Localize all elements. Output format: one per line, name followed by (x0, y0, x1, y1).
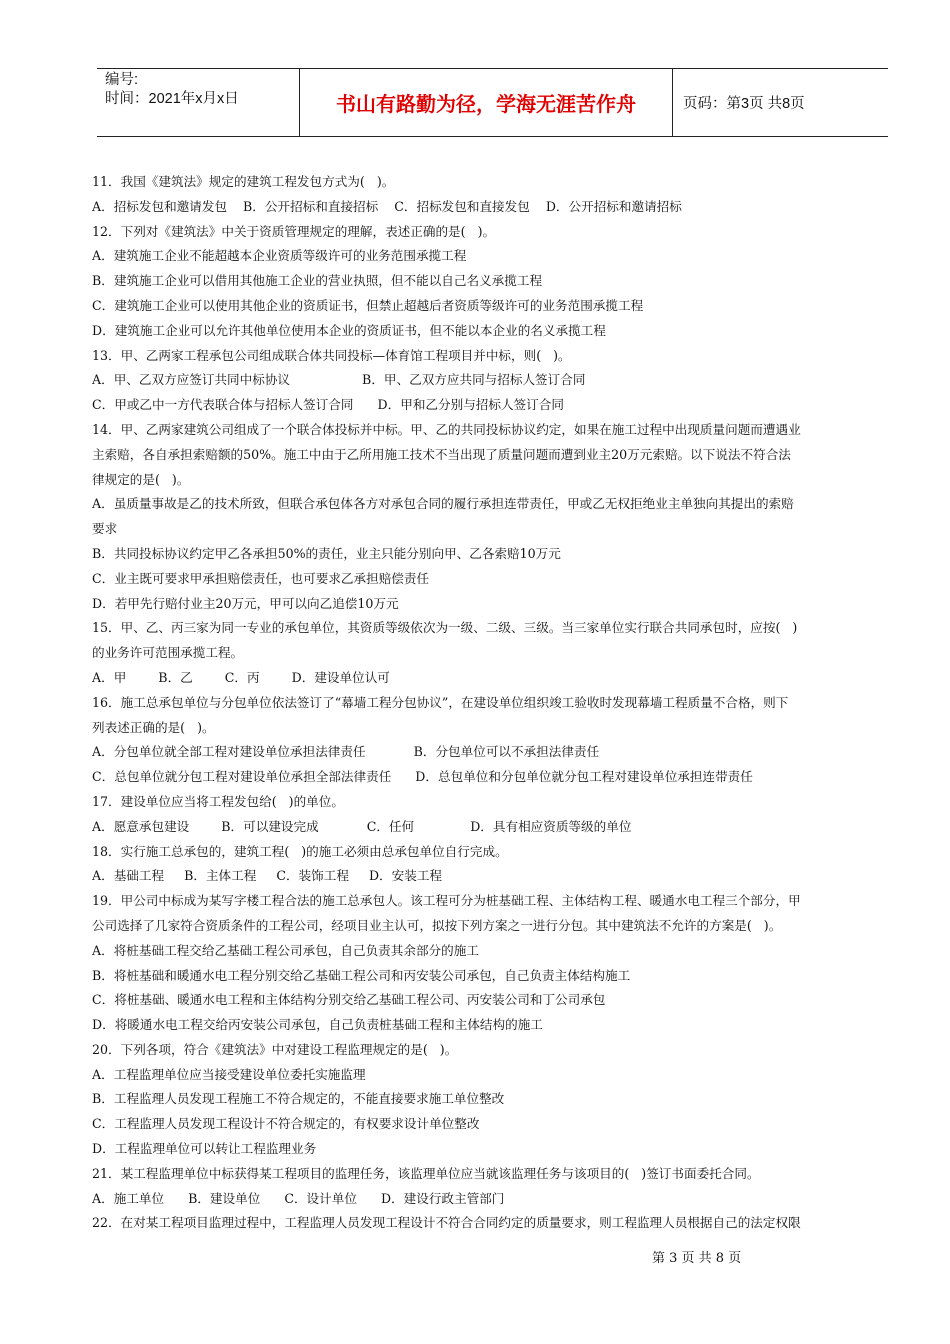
text-line: C．总包单位就分包工程对建设单位承担全部法律责任 D．总包单位和分包单位就分包工程对建设单位承担连带责任 (92, 769, 753, 785)
text-line: C．建筑施工企业可以使用其他企业的资质证书，但禁止超越后者资质等级许可的业务范围承揽工程 (92, 297, 644, 313)
text-line: 21．某工程监理单位中标获得某工程项目的监理任务，该监理单位应当就该监理任务与该项目的( )签订书面委托合同。 (92, 1165, 760, 1181)
text-line: B．共同投标协议约定甲乙各承担50%的责任，业主只能分别向甲、乙各索赔10万元 (92, 545, 561, 561)
header-page-info: 页码：第3页 共8页 (683, 96, 805, 112)
text-line: A．施工单位 B．建设单位 C．设计单位 D．建设行政主管部门 (92, 1190, 505, 1206)
text-line: 公司选择了几家符合资质条件的工程公司，经项目业主认可，拟按下列方案之一进行分包。其中建筑法不允许的方案是( )。 (92, 917, 782, 933)
text-line: A．招标发包和邀请发包 B．公开招标和直接招标 C．招标发包和直接发包 D．公开招标和邀请招标 (92, 198, 682, 214)
text-line: 22．在对某工程项目监理过程中，工程监理人员发现工程设计不符合合同约定的质量要求，则工程监理人员根据自己的法定权限 (92, 1215, 801, 1231)
page-header (97, 68, 888, 137)
text-line: A．虽质量事故是乙的技术所致，但联合承包体各方对承包合同的履行承担连带责任，甲或乙无权拒绝业主单独向其提出的索赔 (92, 496, 794, 512)
text-line: B．建筑施工企业可以借用其他施工企业的营业执照，但不能以自己名义承揽工程 (92, 273, 543, 289)
text-line: D．工程监理单位可以转让工程监理业务 (92, 1141, 317, 1157)
text-line: 11．我国《建筑法》规定的建筑工程发包方式为( )。 (92, 174, 395, 189)
text-line: C．甲或乙中一方代表联合体与招标人签订合同 D．甲和乙分别与招标人签订合同 (92, 397, 564, 413)
header-motto: 书山有路勤为径，学海无涯苦作舟 (336, 92, 636, 116)
question-content (92, 170, 898, 1236)
text-line: A．甲、乙双方应签订共同中标协议 B．甲、乙双方应共同与招标人签订合同 (92, 372, 586, 388)
text-line: C．将桩基础、暖通水电工程和主体结构分别交给乙基础工程公司、丙安装公司和丁公司承包 (92, 992, 606, 1008)
text-line: 16．施工总承包单位与分包单位依法签订了“幕墙工程分包协议”，在建设单位组织竣工验收时发现幕墙工程质量不合格，则下 (92, 694, 789, 710)
text-line: A．愿意承包建设 B．可以建设完成 C．任何 D．具有相应资质等级的单位 (92, 818, 632, 834)
text-line: A．甲 B．乙 C．丙 D．建设单位认可 (92, 669, 390, 685)
text-line: 17．建设单位应当将工程发包给( )的单位。 (92, 793, 344, 809)
text-line: A．将桩基础工程交给乙基础工程公司承包，自己负责其余部分的施工 (92, 942, 479, 958)
text-line: 要求 (92, 521, 118, 537)
text-line: D．建筑施工企业可以允许其他单位使用本企业的资质证书，但不能以本企业的名义承揽工程 (92, 322, 606, 338)
text-line: B．工程监理人员发现工程施工不符合规定的，不能直接要求施工单位整改 (92, 1091, 505, 1107)
text-line: 18．实行施工总承包的，建筑工程( )的施工必须由总承包单位自行完成。 (92, 843, 508, 859)
text-line: 13．甲、乙两家工程承包公司组成联合体共同投标—体育馆工程项目并中标，则( )。 (92, 347, 571, 363)
text-line: B．将桩基础和暖通水电工程分别交给乙基础工程公司和丙安装公司承包，自己负责主体结构施工 (92, 967, 631, 983)
text-line: A．工程监理单位应当接受建设单位委托实施监理 (92, 1066, 366, 1082)
text-line: 的业务许可范围承揽工程。 (92, 645, 244, 661)
header-meta (105, 71, 301, 134)
text-line: 律规定的是( )。 (92, 471, 190, 487)
text-line: 14．甲、乙两家建筑公司组成了一个联合体投标并中标。甲、乙的共同投标协议约定，如果在施工过程中出现质量问题而遭遇业 (92, 421, 801, 437)
text-line: 列表述正确的是( )。 (92, 719, 215, 735)
document-time-label: 时间：2021年x月x日 (105, 91, 239, 107)
page-footer: 第 3 页 共 8 页 (652, 1251, 742, 1266)
text-line: 15．甲、乙、丙三家为同一专业的承包单位，其资质等级依次为一级、二级、三级。当三家单位实行联合共同承包时，应按( ) (92, 620, 798, 636)
text-line: D．将暖通水电工程交给丙安装公司承包，自己负责桩基础工程和主体结构的施工 (92, 1017, 543, 1033)
text-line: D．若甲先行赔付业主20万元，甲可以向乙追偿10万元 (92, 595, 399, 611)
text-line: A．分包单位就全部工程对建设单位承担法律责任 B．分包单位可以不承担法律责任 (92, 744, 600, 760)
text-line: C．业主既可要求甲承担赔偿责任，也可要求乙承担赔偿责任 (92, 570, 430, 586)
text-line: 20．下列各项，符合《建筑法》中对建设工程监理规定的是( )。 (92, 1041, 458, 1057)
text-line: A．建筑施工企业不能超越本企业资质等级许可的业务范围承揽工程 (92, 248, 467, 264)
text-line: A．基础工程 B．主体工程 C．装饰工程 D．安装工程 (92, 868, 443, 884)
document-number-label: 编号: (105, 72, 139, 88)
text-line: 12．下列对《建筑法》中关于资质管理规定的理解，表述正确的是( )。 (92, 223, 496, 239)
header-divider (672, 69, 673, 136)
text-line: C．工程监理人员发现工程设计不符合规定的，有权要求设计单位整改 (92, 1116, 480, 1132)
text-line: 主索赔，各自承担索赔额的50%。施工中由于乙所用施工技术不当出现了质量问题而遭到业主20万元索赔。以下说法不符合法 (92, 446, 791, 462)
text-line: 19．甲公司中标成为某写字楼工程合法的施工总承包人。该工程可分为桩基础工程、主体结构工程、暖通水电工程三个部分，甲 (92, 893, 801, 909)
